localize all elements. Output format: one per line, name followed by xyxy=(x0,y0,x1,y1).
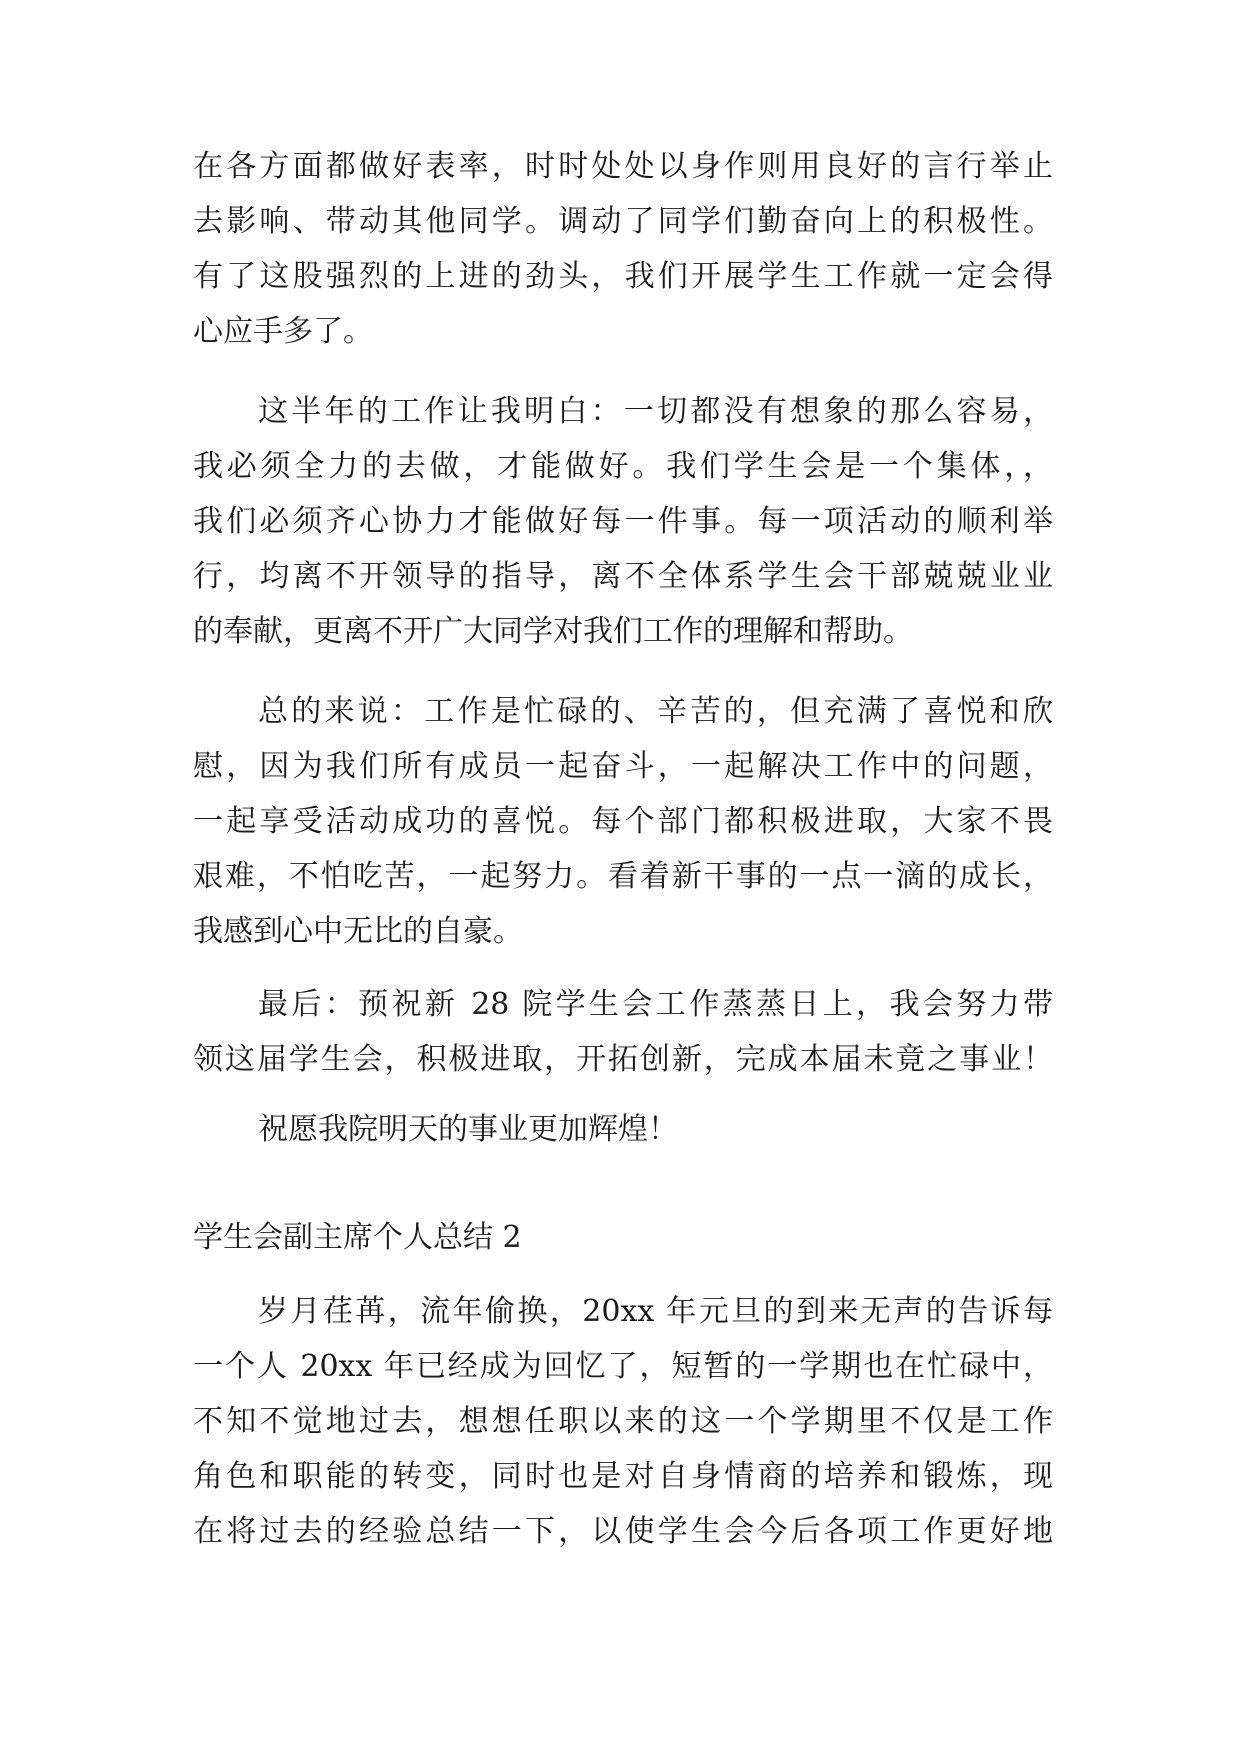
paragraph-line: 在将过去的经验总结一下，以使学生会今后各项工作更好地 xyxy=(193,1514,1053,1549)
paragraph-line: 艰难，不怕吃苦，一起努力。看着新干事的一点一滴的成长， xyxy=(193,859,1053,894)
paragraph-line: 最后：预祝新 28 院学生会工作蒸蒸日上，我会努力带 xyxy=(258,987,1053,1022)
paragraph-line: 行，均离不开领导的指导，离不全体系学生会干部兢兢业业 xyxy=(193,559,1053,594)
paragraph-line: 不知不觉地过去，想想任职以来的这一个学期里不仅是工作 xyxy=(193,1404,1053,1439)
paragraph-line: 有了这股强烈的上进的劲头，我们开展学生工作就一定会得 xyxy=(193,259,1053,294)
paragraph-line: 领这届学生会，积极进取，开拓创新，完成本届未竟之事业！ xyxy=(193,1042,1053,1077)
paragraph-line: 心应手多了。 xyxy=(193,314,373,349)
paragraph-line: 我必须全力的去做，才能做好。我们学生会是一个集体，， xyxy=(193,449,1053,484)
section-title: 学生会副主席个人总结 2 xyxy=(193,1220,522,1255)
paragraph-line: 在各方面都做好表率，时时处处以身作则用良好的言行举止 xyxy=(193,149,1053,184)
paragraph-line: 祝愿我院明天的事业更加辉煌！ xyxy=(258,1112,678,1147)
paragraph-line: 去影响、带动其他同学。调动了同学们勤奋向上的积极性。 xyxy=(193,204,1053,239)
paragraph-line: 总的来说：工作是忙碌的、辛苦的，但充满了喜悦和欣 xyxy=(258,694,1053,729)
paragraph-line: 一个人 20xx 年已经成为回忆了，短暂的一学期也在忙碌中， xyxy=(193,1349,1053,1384)
paragraph-line: 岁月荏苒，流年偷换，20xx 年元旦的到来无声的告诉每 xyxy=(258,1294,1053,1329)
paragraph-line: 一起享受活动成功的喜悦。每个部门都积极进取，大家不畏 xyxy=(193,804,1053,839)
paragraph-line: 的奉献，更离不开广大同学对我们工作的理解和帮助。 xyxy=(193,614,913,649)
paragraph-line: 我们必须齐心协力才能做好每一件事。每一项活动的顺利举 xyxy=(193,504,1053,539)
paragraph-line: 慰，因为我们所有成员一起奋斗，一起解决工作中的问题， xyxy=(193,749,1053,784)
paragraph-line: 角色和职能的转变，同时也是对自身情商的培养和锻炼，现 xyxy=(193,1459,1053,1494)
paragraph-line: 我感到心中无比的自豪。 xyxy=(193,914,523,949)
paragraph-line: 这半年的工作让我明白：一切都没有想象的那么容易， xyxy=(258,394,1053,429)
